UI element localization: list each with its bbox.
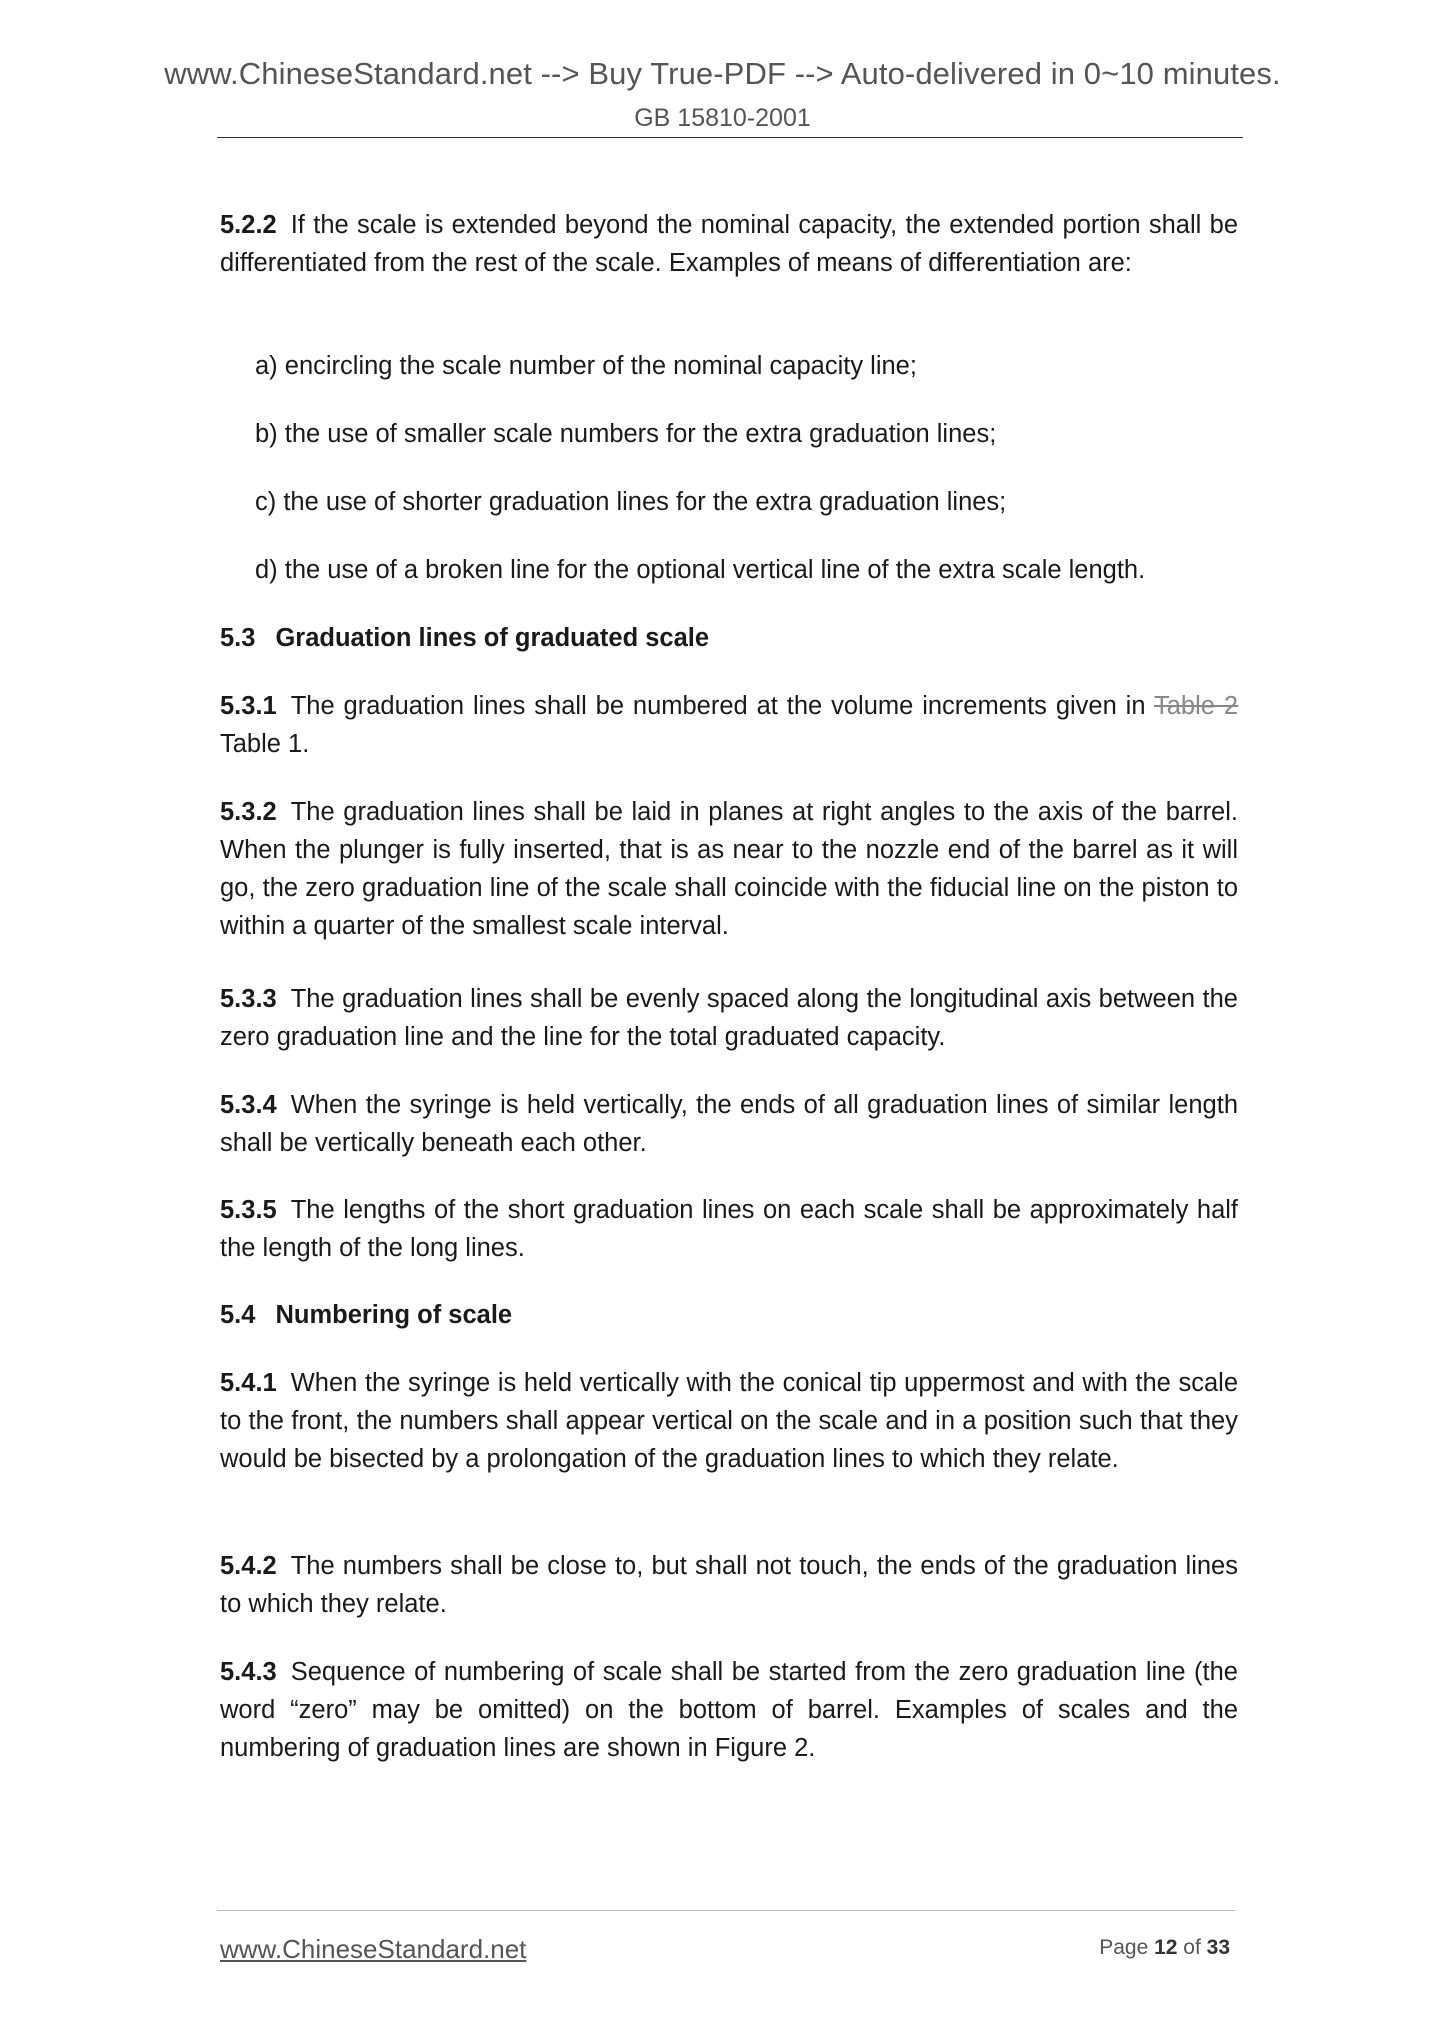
page-separator: of [1177, 1936, 1207, 1959]
clause-text: The lengths of the short graduation lines on each scale shall be approximately half the length of the long lines. [220, 1196, 1238, 1262]
clause-5-3-5 [220, 1191, 1238, 1267]
list-item: d) the use of a broken line for the optional vertical line of the extra scale length. [255, 556, 1146, 584]
list-item: c) the use of shorter graduation lines for the extra graduation lines; [255, 488, 1007, 516]
section-heading-5-4 [220, 1296, 1238, 1334]
list-item: b) the use of smaller scale numbers for the extra graduation lines; [255, 420, 997, 448]
header-divider [217, 137, 1243, 138]
corrected-reference: Table 1. [220, 730, 310, 758]
section-number: 5.3 [220, 624, 256, 652]
clause-text: The numbers shall be close to, but shall not touch, the ends of the graduation lines to which they relate. [220, 1552, 1238, 1618]
page-prefix: Page [1099, 1936, 1155, 1959]
clause-text: The graduation lines shall be numbered at the volume increments given in [290, 692, 1146, 720]
clause-number: 5.3.1 [220, 692, 277, 720]
footer-website-link[interactable]: www.ChineseStandard.net [220, 1934, 527, 1964]
clause-number: 5.3.4 [220, 1091, 277, 1119]
page-indicator [1099, 1936, 1230, 1960]
clause-5-3-3 [220, 980, 1238, 1056]
footer-divider [217, 1910, 1235, 1911]
clause-text: The graduation lines shall be laid in planes at right angles to the axis of the barrel. When the plunger is fully inserted, that is as near to the nozzle end of the barrel as it will go, the zero graduation line of the scale shall coincide with the fiducial line on the piston to within a quarter of the smallest scale interval. [220, 798, 1238, 940]
clause-text: When the syringe is held vertically, the ends of all graduation lines of similar length shall be vertically beneath each other. [220, 1091, 1238, 1157]
clause-number: 5.4.3 [220, 1658, 277, 1686]
page-current: 12 [1154, 1936, 1178, 1959]
list-item: a) encircling the scale number of the nominal capacity line; [255, 352, 917, 380]
clause-5-3-2 [220, 793, 1238, 945]
clause-number: 5.3.2 [220, 798, 277, 826]
section-title: Numbering of scale [275, 1301, 513, 1329]
standard-code: GB 15810-2001 [634, 104, 811, 132]
page-total: 33 [1206, 1936, 1230, 1959]
clause-5-2-2 [220, 206, 1238, 282]
clause-number: 5.3.3 [220, 985, 277, 1013]
clause-number: 5.4.1 [220, 1369, 277, 1397]
clause-5-3-4 [220, 1086, 1238, 1162]
clause-5-4-2 [220, 1547, 1238, 1623]
clause-number: 5.3.5 [220, 1196, 277, 1224]
clause-text: When the syringe is held vertically with the conical tip uppermost and with the scale to the front, the numbers shall appear vertical on the scale and in a position such that they would be bisected by a prolongation of the graduation lines to which they relate. [220, 1369, 1238, 1473]
clause-5-4-1 [220, 1364, 1238, 1478]
clause-text: If the scale is extended beyond the nominal capacity, the extended portion shall be differentiated from the rest of the scale. Examples of means of differentiation are: [220, 211, 1238, 277]
struck-reference: Table 2 [1153, 692, 1239, 720]
clause-text: Sequence of numbering of scale shall be started from the zero graduation line (the word “zero” may be omitted) on the bottom of barrel. Examples of scales and the numbering of graduation lines are shown in Figure 2. [220, 1658, 1238, 1762]
clause-text: The graduation lines shall be evenly spaced along the longitudinal axis between the zero graduation line and the line for the total graduated capacity. [220, 985, 1238, 1051]
clause-5-4-3 [220, 1653, 1238, 1767]
clause-number: 5.2.2 [220, 211, 277, 239]
section-heading-5-3 [220, 619, 1238, 657]
section-number: 5.4 [220, 1301, 256, 1329]
clause-number: 5.4.2 [220, 1552, 277, 1580]
clause-5-3-1 [220, 687, 1238, 763]
section-title: Graduation lines of graduated scale [275, 624, 710, 652]
header-banner[interactable]: www.ChineseStandard.net --> Buy True-PDF --> Auto-delivered in 0~10 minutes. [164, 56, 1281, 91]
